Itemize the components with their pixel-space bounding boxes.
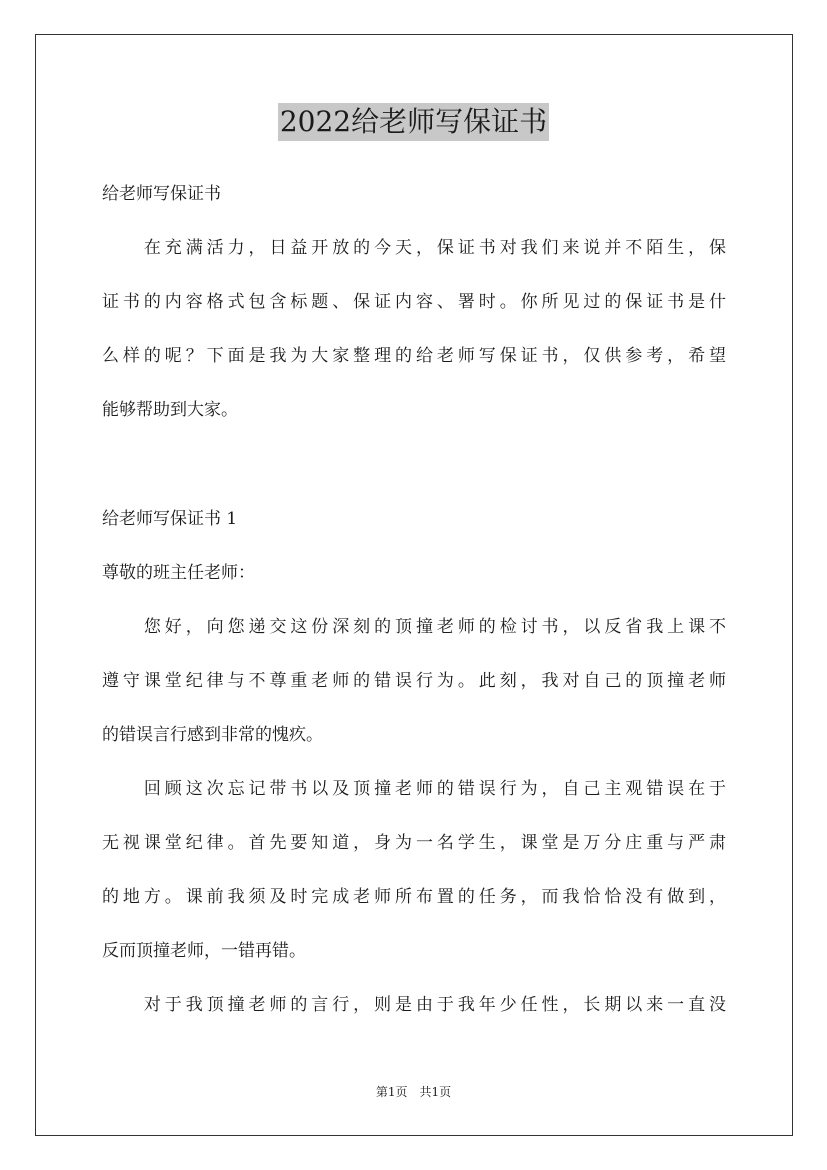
document-title: 2022给老师写保证书 (278, 103, 549, 141)
paragraph-line: 您好，向您递交这份深刻的顶撞老师的检讨书，以反省我上课不 (102, 617, 726, 637)
subtitle-line: 给老师写保证书 (102, 184, 221, 204)
title-container (0, 103, 827, 141)
paragraph-line: 对于我顶撞老师的言行，则是由于我年少任性，长期以来一直没 (102, 995, 726, 1015)
paragraph-line: 在充满活力，日益开放的今天，保证书对我们来说并不陌生，保 (102, 238, 726, 258)
paragraph-line: 的错误言行感到非常的愧疚。 (102, 725, 323, 745)
section-heading: 给老师写保证书 1 (102, 509, 238, 529)
paragraph-line: 反而顶撞老师，一错再错。 (102, 941, 306, 961)
paragraph-line: 回顾这次忘记带书以及顶撞老师的错误行为，自己主观错误在于 (102, 779, 726, 799)
paragraph-line: 能够帮助到大家。 (102, 400, 238, 420)
paragraph-line: 的地方。课前我须及时完成老师所布置的任务，而我恰恰没有做到， (102, 887, 726, 907)
page-footer: 第1页 共1页 (375, 1085, 452, 1099)
paragraph-line: 证书的内容格式包含标题、保证内容、署时。你所见过的保证书是什 (102, 292, 726, 312)
paragraph-line: 么样的呢？下面是我为大家整理的给老师写保证书，仅供参考，希望 (102, 346, 726, 366)
paragraph-line: 遵守课堂纪律与不尊重老师的错误行为。此刻，我对自己的顶撞老师 (102, 671, 726, 691)
paragraph-line: 无视课堂纪律。首先要知道，身为一名学生，课堂是万分庄重与严肃 (102, 833, 726, 853)
salutation-line: 尊敬的班主任老师： (102, 563, 255, 583)
